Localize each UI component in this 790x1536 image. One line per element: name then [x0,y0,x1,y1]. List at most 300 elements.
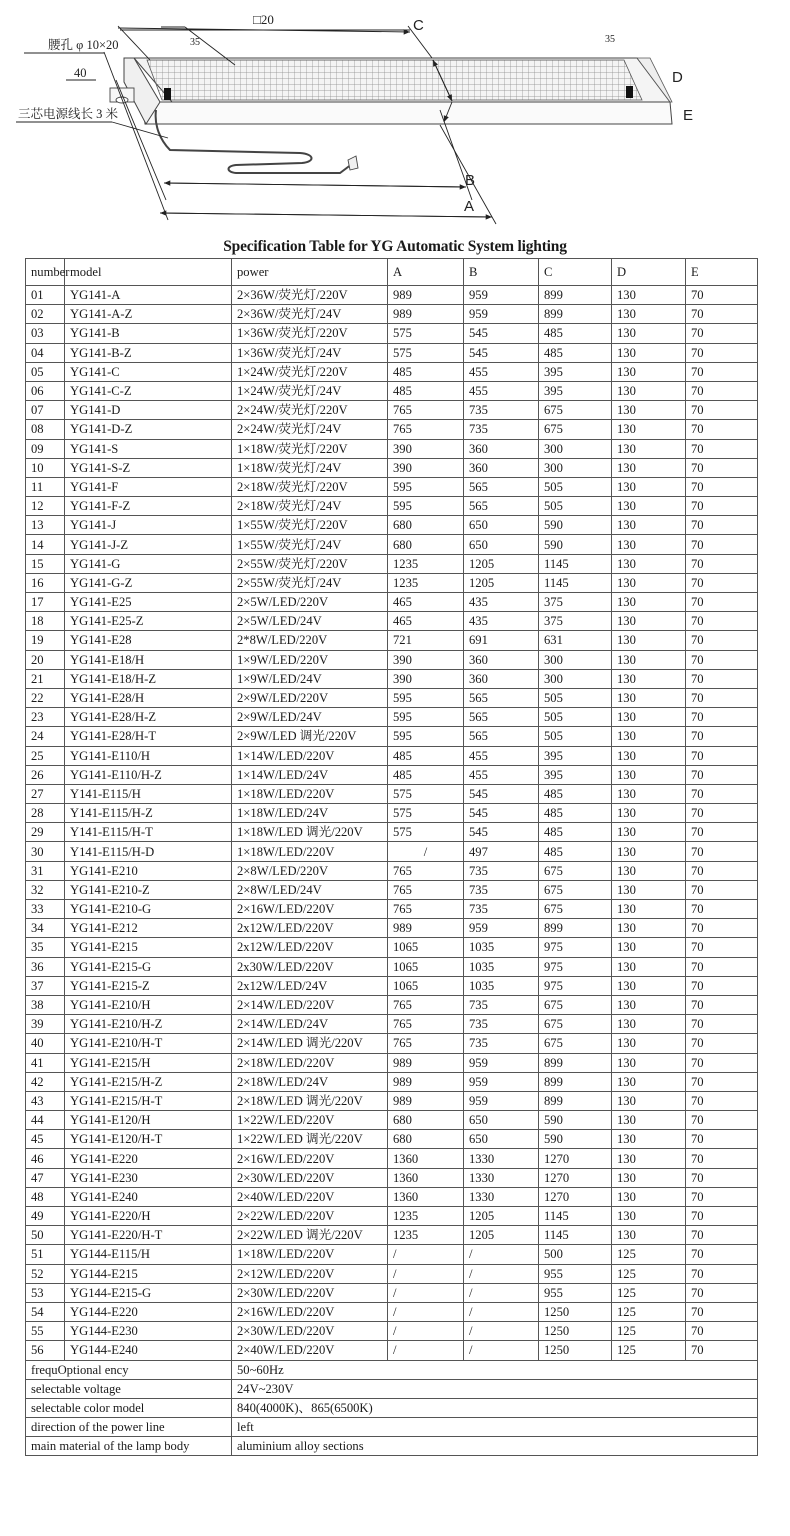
dim-e-cell: 70 [686,727,758,746]
number-cell: 15 [26,554,65,573]
dim-c-cell: 500 [539,1245,612,1264]
dim-e-cell: 70 [686,497,758,516]
dim-e-cell: 70 [686,1322,758,1341]
power-cell: 2×9W/LED/24V [232,708,388,727]
dim-a-cell: / [388,1322,464,1341]
dim-a-cell: 989 [388,305,464,324]
dim-b-cell: 545 [464,784,539,803]
dim-b-cell: 735 [464,880,539,899]
table-row [26,746,758,765]
dim-b-cell: 959 [464,286,539,305]
dim-c-cell: 899 [539,1072,612,1091]
model-cell: YG141-F [65,477,232,496]
dim-c-cell: 675 [539,1015,612,1034]
dim-a-cell: / [388,1302,464,1321]
dim-a-cell: 1065 [388,957,464,976]
power-cell: 2×36W/荧光灯/220V [232,286,388,305]
model-cell: YG141-C-Z [65,381,232,400]
number-cell: 08 [26,420,65,439]
dim-d-cell: 130 [612,1149,686,1168]
power-cell: 2×30W/LED/220V [232,1168,388,1187]
dim-b-cell: 565 [464,477,539,496]
number-cell: 19 [26,631,65,650]
dim-e-cell: 70 [686,1187,758,1206]
dim-d-cell: 130 [612,804,686,823]
number-cell: 53 [26,1283,65,1302]
power-cell: 2×30W/LED/220V [232,1322,388,1341]
dim-a-cell: 1065 [388,976,464,995]
dim-e-cell: 70 [686,477,758,496]
column-header-a: A [388,259,464,286]
table-row [26,727,758,746]
number-cell: 32 [26,880,65,899]
table-row [26,1264,758,1283]
dim-b-cell: 1035 [464,938,539,957]
dim-b-cell: 735 [464,1015,539,1034]
dim-c-cell: 675 [539,401,612,420]
table-row [26,1226,758,1245]
number-cell: 27 [26,784,65,803]
attribute-row [26,1379,758,1398]
dim-e-cell: 70 [686,1341,758,1360]
number-cell: 11 [26,477,65,496]
dim-c-cell: 955 [539,1283,612,1302]
model-cell: YG141-E210/H-Z [65,1015,232,1034]
model-cell: YG141-S-Z [65,458,232,477]
dim-d-cell: 130 [612,823,686,842]
model-cell: YG141-E28 [65,631,232,650]
table-row [26,1168,758,1187]
lamp-body [110,58,672,173]
dim-c-cell: 485 [539,784,612,803]
dim-a-cell: 595 [388,727,464,746]
power-cell: 2×9W/LED 调光/220V [232,727,388,746]
number-cell: 05 [26,362,65,381]
dim-a-cell: 765 [388,1015,464,1034]
dim-c-cell: 590 [539,1130,612,1149]
dim-d-cell: 130 [612,1226,686,1245]
model-cell: YG141-E215/H-Z [65,1072,232,1091]
power-cell: 2×18W/LED/24V [232,1072,388,1091]
table-row [26,497,758,516]
dim-b-cell: 565 [464,708,539,727]
dim-e-cell: 70 [686,381,758,400]
dim-b-cell: 455 [464,765,539,784]
power-cell: 2×14W/LED/220V [232,995,388,1014]
number-cell: 33 [26,900,65,919]
dim-e-cell: 70 [686,900,758,919]
dim-d-cell: 130 [612,957,686,976]
number-cell: 42 [26,1072,65,1091]
power-cell: 2×9W/LED/220V [232,688,388,707]
dim-e-cell: 70 [686,516,758,535]
power-cell: 1×55W/荧光灯/220V [232,516,388,535]
model-cell: YG141-C [65,362,232,381]
dim-a-cell: 465 [388,612,464,631]
dim-c-cell: 675 [539,880,612,899]
dim-a-cell: 1065 [388,938,464,957]
dim-d-cell: 130 [612,1111,686,1130]
dim-c-cell: 975 [539,938,612,957]
dim-a-cell: 485 [388,362,464,381]
dim-c-cell: 395 [539,765,612,784]
dim-a-cell: 575 [388,784,464,803]
power-cell: 2×16W/LED/220V [232,900,388,919]
clip-right-icon [626,86,633,98]
table-row [26,688,758,707]
model-cell: YG141-G [65,554,232,573]
model-cell: YG141-E220/H-T [65,1226,232,1245]
dim-c-cell: 955 [539,1264,612,1283]
dim-e-cell: 70 [686,554,758,573]
dim-a-cell: 465 [388,593,464,612]
dim-d-cell: 130 [612,1207,686,1226]
attribute-value: 840(4000K)、865(6500K) [232,1398,758,1417]
dim-b-cell: 1035 [464,976,539,995]
dim-a-cell: 989 [388,1072,464,1091]
table-row [26,1341,758,1360]
power-cell: 2×18W/LED 调光/220V [232,1091,388,1110]
dim-c-cell: 395 [539,381,612,400]
dim-a-cell: 989 [388,1053,464,1072]
table-row [26,593,758,612]
dim-b-cell: 650 [464,1111,539,1130]
model-cell: YG141-E240 [65,1187,232,1206]
dim-a-cell: 575 [388,823,464,842]
dim-e-cell: 70 [686,784,758,803]
dim-c-cell: 631 [539,631,612,650]
attribute-value: left [232,1418,758,1437]
dim-a-cell: 680 [388,535,464,554]
dim-e-cell: 70 [686,669,758,688]
dim-c-cell: 1145 [539,554,612,573]
model-cell: YG141-B [65,324,232,343]
dim-e-cell: 70 [686,362,758,381]
table-row [26,362,758,381]
number-cell: 03 [26,324,65,343]
dim-d-cell: 130 [612,458,686,477]
dim-e-cell: 70 [686,861,758,880]
dim-e-cell: 70 [686,957,758,976]
specification-table [25,258,758,1456]
dim-a-cell: 765 [388,995,464,1014]
model-cell: YG141-E110/H [65,746,232,765]
number-cell: 37 [26,976,65,995]
dim-e-cell: 70 [686,746,758,765]
power-cell: 2×36W/荧光灯/24V [232,305,388,324]
dim-b-cell: / [464,1283,539,1302]
power-cell: 1×14W/LED/24V [232,765,388,784]
dim-b-cell: 650 [464,1130,539,1149]
attribute-label: main material of the lamp body [26,1437,232,1456]
dim-c-cell: 975 [539,976,612,995]
table-row [26,1187,758,1206]
dim-c-cell: 675 [539,900,612,919]
dim-d-cell: 130 [612,650,686,669]
model-cell: YG144-E220 [65,1302,232,1321]
model-cell: YG144-E240 [65,1341,232,1360]
column-header-b: B [464,259,539,286]
table-row [26,650,758,669]
dim-e-cell: 70 [686,1091,758,1110]
dim-e-cell: 70 [686,631,758,650]
model-cell: YG141-J [65,516,232,535]
cable-length-label: 三芯电源线长 3 米 [18,107,119,121]
model-cell: YG141-E215/H-T [65,1091,232,1110]
dim-d-cell: 125 [612,1302,686,1321]
dim-35-left-label: 35 [190,37,200,48]
dim-b-cell: 959 [464,919,539,938]
dim-a-cell: / [388,842,464,861]
attribute-value: 24V~230V [232,1379,758,1398]
dim-e-cell: 70 [686,1264,758,1283]
dim-a-cell: 721 [388,631,464,650]
dim-b-cell: / [464,1264,539,1283]
dim-b-cell: 497 [464,842,539,861]
power-cell: 2×5W/LED/220V [232,593,388,612]
dim-c-cell: 505 [539,688,612,707]
dim-d-cell: 130 [612,516,686,535]
dim-b-cell: / [464,1341,539,1360]
dim-b-cell: 435 [464,612,539,631]
dim-d-cell: 125 [612,1264,686,1283]
model-cell: YG141-E215/H [65,1053,232,1072]
column-header-number: number [26,259,65,286]
dim-a-cell: 765 [388,401,464,420]
table-row [26,1091,758,1110]
table-row [26,439,758,458]
dim-d-cell: 130 [612,1187,686,1206]
column-header-d: D [612,259,686,286]
power-cell: 2×24W/荧光灯/220V [232,401,388,420]
model-cell: YG144-E230 [65,1322,232,1341]
dim-a-cell: 1235 [388,1207,464,1226]
dim-d-cell: 130 [612,1130,686,1149]
table-row [26,1149,758,1168]
dim-d-cell: 130 [612,1168,686,1187]
dim-b-cell: 565 [464,727,539,746]
model-cell: YG141-E210-Z [65,880,232,899]
dim-b-cell: 545 [464,804,539,823]
dim-c-cell: 590 [539,1111,612,1130]
dim-c-cell: 485 [539,823,612,842]
dim-b-cell: 545 [464,343,539,362]
dim-b-cell: 435 [464,593,539,612]
attribute-row [26,1398,758,1417]
dim-a-cell: 1360 [388,1187,464,1206]
model-cell: YG141-E18/H-Z [65,669,232,688]
model-cell: Y141-E115/H [65,784,232,803]
power-cell: 2×22W/LED 调光/220V [232,1226,388,1245]
dim-b-cell: 1035 [464,957,539,976]
table-row [26,900,758,919]
dim-a-cell: 595 [388,708,464,727]
dim-a-cell: 765 [388,420,464,439]
lamp-grille [147,60,642,100]
power-cell: 2×5W/LED/24V [232,612,388,631]
table-row [26,554,758,573]
number-cell: 54 [26,1302,65,1321]
dim-a-cell: 485 [388,765,464,784]
number-cell: 55 [26,1322,65,1341]
dim-e-cell: 70 [686,1034,758,1053]
model-cell: YG141-J-Z [65,535,232,554]
power-cell: 2×22W/LED/220V [232,1207,388,1226]
number-cell: 56 [26,1341,65,1360]
number-cell: 40 [26,1034,65,1053]
table-title: Specification Table for YG Automatic System lighting [223,238,567,255]
number-cell: 47 [26,1168,65,1187]
dim-b-cell: 735 [464,1034,539,1053]
dim-c-cell: 395 [539,746,612,765]
dim-b-cell: 735 [464,420,539,439]
model-cell: YG141-A-Z [65,305,232,324]
table-row [26,1245,758,1264]
dim-e-cell: 70 [686,1072,758,1091]
dim-b-cell: 545 [464,823,539,842]
dim-d-cell: 130 [612,1034,686,1053]
dim-b-cell: 1330 [464,1149,539,1168]
table-row [26,1283,758,1302]
dim-b-cell: 1205 [464,1226,539,1245]
number-cell: 26 [26,765,65,784]
power-cell: 2×14W/LED/24V [232,1015,388,1034]
dim-e-cell: 70 [686,842,758,861]
dim-e-cell: 70 [686,995,758,1014]
number-cell: 38 [26,995,65,1014]
power-cell: 2×18W/荧光灯/220V [232,477,388,496]
table-row [26,631,758,650]
dim-d-cell: 130 [612,554,686,573]
number-cell: 35 [26,938,65,957]
number-cell: 21 [26,669,65,688]
power-cell: 1×9W/LED/220V [232,650,388,669]
dim-d-cell: 130 [612,861,686,880]
dim-d-cell: 130 [612,535,686,554]
dim-a-cell: 1360 [388,1149,464,1168]
dim-a-cell: 1235 [388,573,464,592]
power-cell: 2x12W/LED/220V [232,938,388,957]
number-cell: 31 [26,861,65,880]
dim-a-cell: 595 [388,477,464,496]
model-cell: YG141-E215 [65,938,232,957]
model-cell: YG141-E25 [65,593,232,612]
dim-c-cell: 300 [539,650,612,669]
model-cell: YG141-E110/H-Z [65,765,232,784]
number-cell: 30 [26,842,65,861]
column-header-model: model [65,259,232,286]
dim-a-cell: 595 [388,497,464,516]
dim-e-cell: 70 [686,1168,758,1187]
dim-b-cell: / [464,1245,539,1264]
power-cell: 2×18W/LED/220V [232,1053,388,1072]
dim-d-cell: 130 [612,1091,686,1110]
table-row [26,573,758,592]
model-cell: YG141-E215-Z [65,976,232,995]
power-cell: 1×9W/LED/24V [232,669,388,688]
power-cell: 2×30W/LED/220V [232,1283,388,1302]
dim-a-cell: / [388,1245,464,1264]
dim-c-cell: 1270 [539,1187,612,1206]
dim-e-cell: 70 [686,420,758,439]
model-cell: YG144-E115/H [65,1245,232,1264]
dim-d-cell: 130 [612,669,686,688]
power-cell: 2x12W/LED/220V [232,919,388,938]
dim-a-cell: 390 [388,669,464,688]
dim-e-cell: 70 [686,1015,758,1034]
dim-d-cell: 130 [612,362,686,381]
dim-b-cell: 360 [464,650,539,669]
dim-d-cell: 130 [612,439,686,458]
dim-b-cell: 1205 [464,554,539,573]
dim-a-cell: 989 [388,1091,464,1110]
power-cell: 2×8W/LED/220V [232,861,388,880]
dim-a-cell: 390 [388,439,464,458]
dim-a-cell: 1235 [388,554,464,573]
number-cell: 39 [26,1015,65,1034]
dim-b-label: B [465,172,476,189]
dim-b-cell: / [464,1302,539,1321]
table-row [26,1034,758,1053]
table-row [26,305,758,324]
attribute-row [26,1418,758,1437]
dim-c-cell: 485 [539,343,612,362]
dim-d-cell: 130 [612,573,686,592]
dim-e-cell: 70 [686,804,758,823]
number-cell: 18 [26,612,65,631]
dim-d-cell: 130 [612,1053,686,1072]
dim-a-cell: 680 [388,516,464,535]
power-cell: 1×24W/荧光灯/24V [232,381,388,400]
dim-a-cell: 765 [388,900,464,919]
number-cell: 24 [26,727,65,746]
dim-e-cell: 70 [686,1207,758,1226]
dim-e-cell: 70 [686,919,758,938]
power-cell: 2×40W/LED/220V [232,1341,388,1360]
power-cell: 2*8W/LED/220V [232,631,388,650]
number-cell: 16 [26,573,65,592]
power-cell: 1×18W/LED/24V [232,804,388,823]
dim-a-cell: 1360 [388,1168,464,1187]
model-cell: YG141-E210-G [65,900,232,919]
power-cell: 2×55W/荧光灯/220V [232,554,388,573]
table-row [26,1015,758,1034]
dim-d-cell: 130 [612,765,686,784]
dim-b-cell: 455 [464,746,539,765]
dim-d-cell: 130 [612,612,686,631]
dim-a-cell: 989 [388,919,464,938]
dim-e-cell: 70 [686,938,758,957]
number-cell: 25 [26,746,65,765]
model-cell: YG141-E28/H-Z [65,708,232,727]
number-cell: 48 [26,1187,65,1206]
dim-a-cell: 575 [388,324,464,343]
dim-c-cell: 300 [539,669,612,688]
attribute-row [26,1437,758,1456]
number-cell: 43 [26,1091,65,1110]
table-row [26,1072,758,1091]
dim-e-cell: 70 [686,708,758,727]
dim-e-cell: 70 [686,305,758,324]
power-cell: 2×55W/荧光灯/24V [232,573,388,592]
model-cell: Y141-E115/H-Z [65,804,232,823]
dim-d-cell: 130 [612,420,686,439]
dim-e-cell: 70 [686,1053,758,1072]
dim-c-cell: 485 [539,324,612,343]
attribute-label: selectable color model [26,1398,232,1417]
dim-d-cell: 130 [612,343,686,362]
dim-a-cell: 680 [388,1111,464,1130]
